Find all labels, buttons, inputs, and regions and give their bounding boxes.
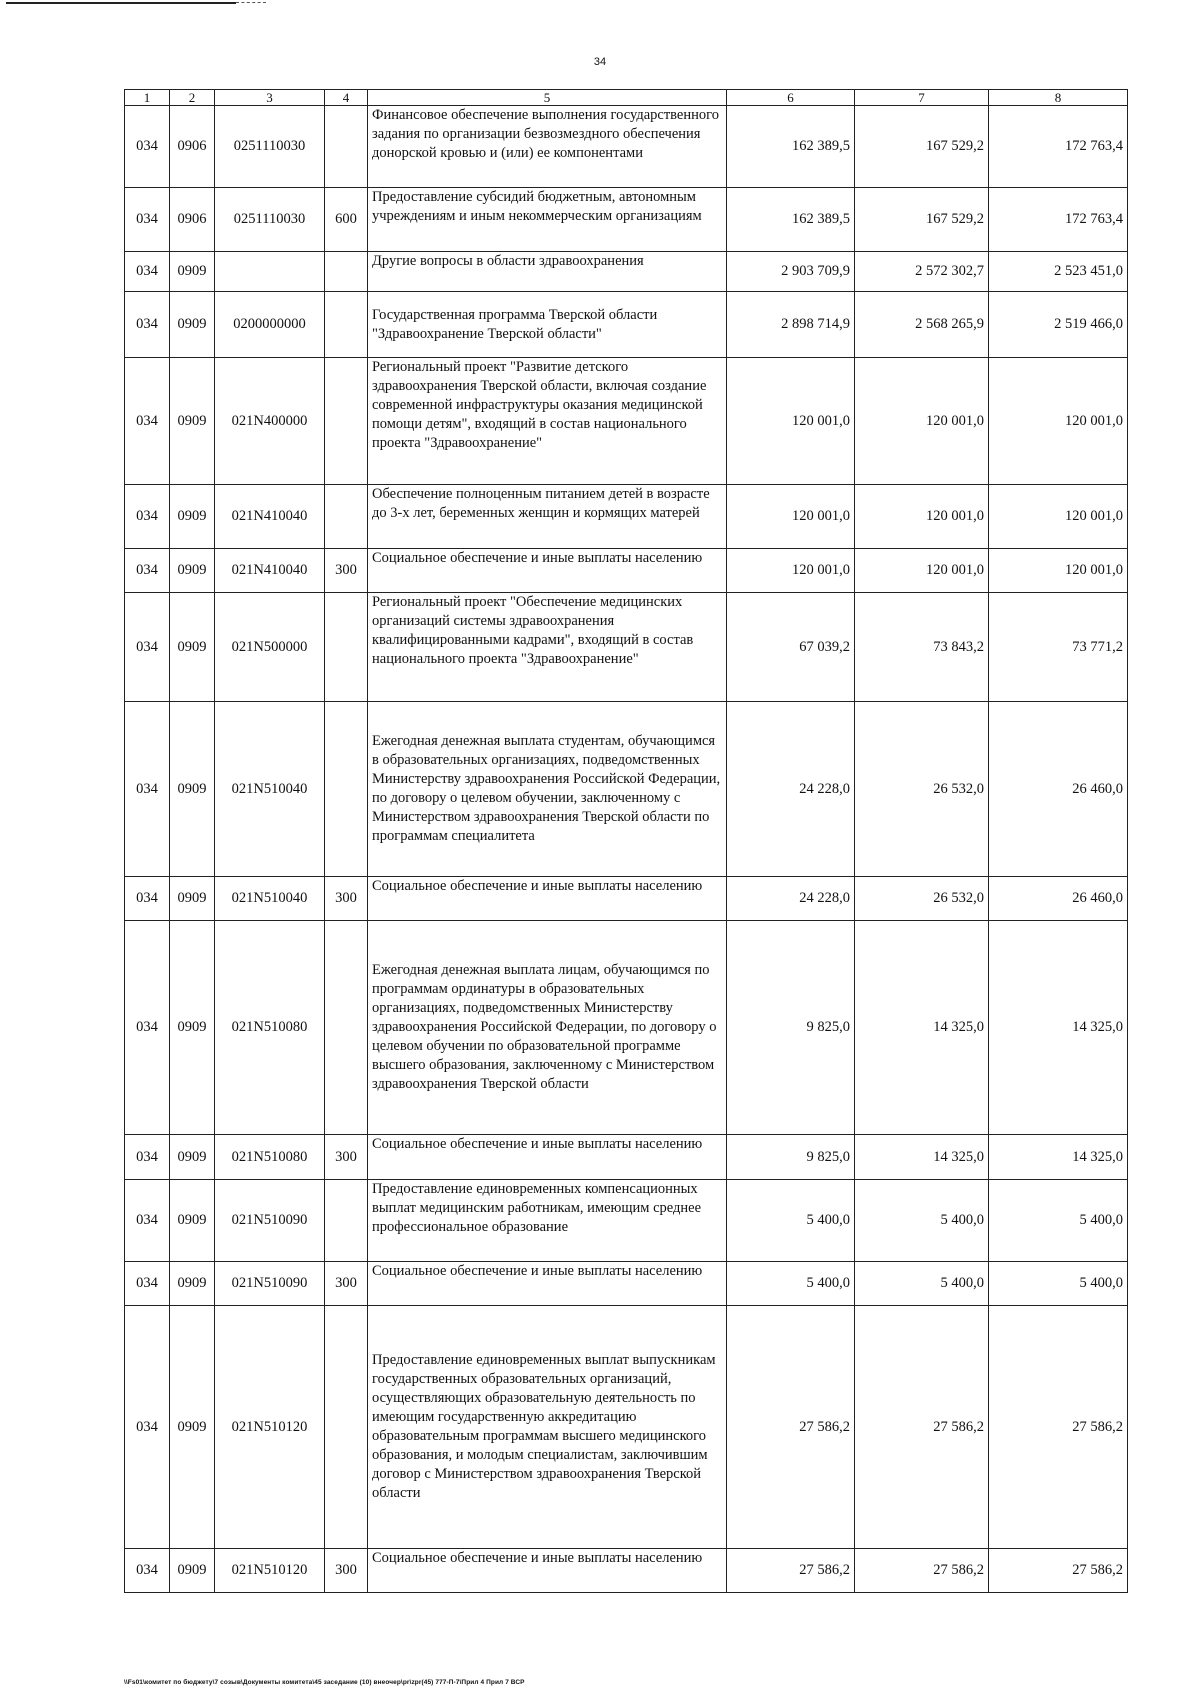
cell-section-code: 0906 [170, 188, 215, 252]
cell-amount-year2: 5 400,0 [855, 1262, 989, 1306]
table-row [125, 106, 1128, 188]
header-col-2: 2 [170, 90, 215, 106]
cell-ministry-code: 034 [125, 1306, 170, 1549]
cell-expense-type: 600 [325, 188, 368, 252]
cell-target-article: 021N510040 [215, 877, 325, 921]
cell-ministry-code: 034 [125, 549, 170, 593]
cell-description: Ежегодная денежная выплата лицам, обучающимся по программам ординатуры в образовательных организациях, подведомственных Министерству здравоохранения Российской Федерации, по договору о целевом обучении по образовательной программе высшего образования, заключенному с Министерством здравоохранения Тверской области [368, 921, 727, 1135]
cell-section-code: 0909 [170, 921, 215, 1135]
cell-amount-year2: 2 572 302,7 [855, 252, 989, 292]
cell-amount-year3: 172 763,4 [989, 106, 1128, 188]
cell-amount-year1: 162 389,5 [727, 188, 855, 252]
cell-amount-year2: 14 325,0 [855, 1135, 989, 1180]
cell-target-article: 021N410040 [215, 485, 325, 549]
cell-target-article: 0251110030 [215, 106, 325, 188]
cell-section-code: 0909 [170, 485, 215, 549]
cell-amount-year3: 14 325,0 [989, 921, 1128, 1135]
cell-target-article: 021N510120 [215, 1306, 325, 1549]
cell-amount-year1: 24 228,0 [727, 702, 855, 877]
table-row [125, 485, 1128, 549]
cell-amount-year1: 120 001,0 [727, 485, 855, 549]
cell-amount-year3: 26 460,0 [989, 877, 1128, 921]
cell-amount-year2: 120 001,0 [855, 485, 989, 549]
cell-amount-year3: 14 325,0 [989, 1135, 1128, 1180]
table-header-row [125, 90, 1128, 106]
cell-amount-year3: 120 001,0 [989, 549, 1128, 593]
cell-amount-year1: 5 400,0 [727, 1262, 855, 1306]
cell-amount-year1: 2 898 714,9 [727, 292, 855, 358]
cell-target-article: 021N510090 [215, 1180, 325, 1262]
cell-description: Предоставление единовременных выплат выпускникам государственных образовательных организаций, осуществляющих образовательную деятельность по имеющим государственную аккредитацию образовательным программам высшего медицинского образования, и молодым специалистам, заключившим договор с Министерством здравоохранения Тверской области [368, 1306, 727, 1549]
cell-amount-year1: 120 001,0 [727, 358, 855, 485]
cell-amount-year1: 2 903 709,9 [727, 252, 855, 292]
page-number: 34 [593, 56, 607, 68]
cell-amount-year3: 5 400,0 [989, 1262, 1128, 1306]
cell-expense-type: 300 [325, 1549, 368, 1593]
cell-amount-year2: 167 529,2 [855, 106, 989, 188]
cell-target-article: 0200000000 [215, 292, 325, 358]
cell-description: Предоставление субсидий бюджетным, автономным учреждениям и иным некоммерческим организациям [368, 188, 727, 252]
table-row [125, 358, 1128, 485]
table-row [125, 921, 1128, 1135]
cell-description: Ежегодная денежная выплата студентам, обучающимся в образовательных организациях, подведомственных Министерству здравоохранения Российской Федерации, по договору о целевом обучении, заключенному с Министерством здравоохранения Тверской области по программам специалитета [368, 702, 727, 877]
scan-artifact-line [6, 2, 236, 4]
cell-expense-type: 300 [325, 549, 368, 593]
table-row [125, 1306, 1128, 1549]
cell-target-article: 021N410040 [215, 549, 325, 593]
cell-expense-type [325, 252, 368, 292]
cell-expense-type [325, 593, 368, 702]
cell-amount-year1: 27 586,2 [727, 1306, 855, 1549]
cell-amount-year2: 167 529,2 [855, 188, 989, 252]
budget-table [124, 89, 1128, 1593]
cell-section-code: 0909 [170, 1549, 215, 1593]
cell-amount-year2: 14 325,0 [855, 921, 989, 1135]
cell-expense-type [325, 1306, 368, 1549]
cell-expense-type [325, 485, 368, 549]
cell-amount-year3: 27 586,2 [989, 1306, 1128, 1549]
cell-amount-year2: 26 532,0 [855, 877, 989, 921]
cell-target-article [215, 252, 325, 292]
cell-description: Предоставление единовременных компенсационных выплат медицинским работникам, имеющим среднее профессиональное образование [368, 1180, 727, 1262]
cell-expense-type [325, 702, 368, 877]
cell-amount-year3: 73 771,2 [989, 593, 1128, 702]
cell-section-code: 0906 [170, 106, 215, 188]
table-row [125, 877, 1128, 921]
cell-amount-year2: 2 568 265,9 [855, 292, 989, 358]
cell-amount-year2: 26 532,0 [855, 702, 989, 877]
cell-amount-year1: 120 001,0 [727, 549, 855, 593]
table-row [125, 702, 1128, 877]
table-row [125, 1135, 1128, 1180]
cell-amount-year1: 27 586,2 [727, 1549, 855, 1593]
cell-amount-year3: 2 523 451,0 [989, 252, 1128, 292]
cell-expense-type [325, 921, 368, 1135]
cell-section-code: 0909 [170, 1180, 215, 1262]
header-col-8: 8 [989, 90, 1128, 106]
cell-description: Социальное обеспечение и иные выплаты населению [368, 1135, 727, 1180]
cell-amount-year1: 67 039,2 [727, 593, 855, 702]
cell-section-code: 0909 [170, 358, 215, 485]
cell-amount-year2: 120 001,0 [855, 358, 989, 485]
cell-target-article: 021N510080 [215, 1135, 325, 1180]
cell-target-article: 021N500000 [215, 593, 325, 702]
cell-ministry-code: 034 [125, 1262, 170, 1306]
table-row [125, 1262, 1128, 1306]
cell-section-code: 0909 [170, 1135, 215, 1180]
cell-target-article: 021N510120 [215, 1549, 325, 1593]
cell-expense-type [325, 292, 368, 358]
cell-description: Государственная программа Тверской области "Здравоохранение Тверской области" [368, 292, 727, 358]
cell-amount-year2: 5 400,0 [855, 1180, 989, 1262]
cell-amount-year2: 120 001,0 [855, 549, 989, 593]
cell-description: Региональный проект "Развитие детского здравоохранения Тверской области, включая создание современной инфраструктуры оказания медицинской помощи детям", входящий в состав национального проекта "Здравоохранение" [368, 358, 727, 485]
cell-ministry-code: 034 [125, 358, 170, 485]
table-row [125, 292, 1128, 358]
cell-description: Социальное обеспечение и иные выплаты населению [368, 1262, 727, 1306]
cell-amount-year3: 172 763,4 [989, 188, 1128, 252]
table-row [125, 252, 1128, 292]
cell-expense-type: 300 [325, 1135, 368, 1180]
cell-amount-year2: 73 843,2 [855, 593, 989, 702]
cell-amount-year1: 162 389,5 [727, 106, 855, 188]
cell-ministry-code: 034 [125, 921, 170, 1135]
cell-target-article: 0251110030 [215, 188, 325, 252]
header-col-5: 5 [368, 90, 727, 106]
cell-ministry-code: 034 [125, 1135, 170, 1180]
table-row [125, 188, 1128, 252]
cell-amount-year3: 5 400,0 [989, 1180, 1128, 1262]
header-col-6: 6 [727, 90, 855, 106]
cell-description: Социальное обеспечение и иные выплаты населению [368, 877, 727, 921]
cell-ministry-code: 034 [125, 877, 170, 921]
cell-amount-year1: 24 228,0 [727, 877, 855, 921]
table-row [125, 549, 1128, 593]
table-row [125, 1549, 1128, 1593]
cell-amount-year3: 120 001,0 [989, 485, 1128, 549]
cell-ministry-code: 034 [125, 188, 170, 252]
header-col-4: 4 [325, 90, 368, 106]
cell-amount-year1: 9 825,0 [727, 1135, 855, 1180]
cell-description: Другие вопросы в области здравоохранения [368, 252, 727, 292]
cell-expense-type: 300 [325, 1262, 368, 1306]
cell-section-code: 0909 [170, 877, 215, 921]
header-col-1: 1 [125, 90, 170, 106]
cell-amount-year1: 9 825,0 [727, 921, 855, 1135]
header-col-3: 3 [215, 90, 325, 106]
cell-amount-year3: 26 460,0 [989, 702, 1128, 877]
cell-section-code: 0909 [170, 702, 215, 877]
cell-expense-type [325, 106, 368, 188]
cell-amount-year3: 2 519 466,0 [989, 292, 1128, 358]
cell-ministry-code: 034 [125, 485, 170, 549]
cell-target-article: 021N400000 [215, 358, 325, 485]
cell-expense-type: 300 [325, 877, 368, 921]
cell-section-code: 0909 [170, 549, 215, 593]
cell-target-article: 021N510080 [215, 921, 325, 1135]
cell-amount-year3: 27 586,2 [989, 1549, 1128, 1593]
cell-target-article: 021N510090 [215, 1262, 325, 1306]
cell-section-code: 0909 [170, 1306, 215, 1549]
cell-description: Финансовое обеспечение выполнения государственного задания по организации безвозмездного обеспечения донорской кровью и (или) ее компонентами [368, 106, 727, 188]
cell-ministry-code: 034 [125, 593, 170, 702]
cell-amount-year2: 27 586,2 [855, 1549, 989, 1593]
cell-expense-type [325, 358, 368, 485]
cell-ministry-code: 034 [125, 1549, 170, 1593]
cell-ministry-code: 034 [125, 292, 170, 358]
table-row [125, 1180, 1128, 1262]
cell-ministry-code: 034 [125, 106, 170, 188]
cell-amount-year1: 5 400,0 [727, 1180, 855, 1262]
cell-ministry-code: 034 [125, 702, 170, 877]
cell-amount-year2: 27 586,2 [855, 1306, 989, 1549]
scan-artifact-dash [236, 2, 266, 3]
header-col-7: 7 [855, 90, 989, 106]
table-row [125, 593, 1128, 702]
cell-description: Социальное обеспечение и иные выплаты населению [368, 1549, 727, 1593]
cell-description: Социальное обеспечение и иные выплаты населению [368, 549, 727, 593]
cell-amount-year3: 120 001,0 [989, 358, 1128, 485]
cell-expense-type [325, 1180, 368, 1262]
cell-section-code: 0909 [170, 593, 215, 702]
cell-section-code: 0909 [170, 252, 215, 292]
cell-description: Региональный проект "Обеспечение медицинских организаций системы здравоохранения квалифицированными кадрами", входящий в состав национального проекта "Здравоохранение" [368, 593, 727, 702]
cell-section-code: 0909 [170, 1262, 215, 1306]
cell-target-article: 021N510040 [215, 702, 325, 877]
cell-section-code: 0909 [170, 292, 215, 358]
cell-ministry-code: 034 [125, 1180, 170, 1262]
footer-file-path: \\Fs01\комитет по бюджету\7 созыв\Документы комитета\45 заседание (10) внеочер\pr\zpr(45) 777-П-7\Прил 4 Прил 7 ВСР [124, 1679, 525, 1686]
cell-ministry-code: 034 [125, 252, 170, 292]
cell-description: Обеспечение полноценным питанием детей в возрасте до 3-х лет, беременных женщин и кормящих матерей [368, 485, 727, 549]
